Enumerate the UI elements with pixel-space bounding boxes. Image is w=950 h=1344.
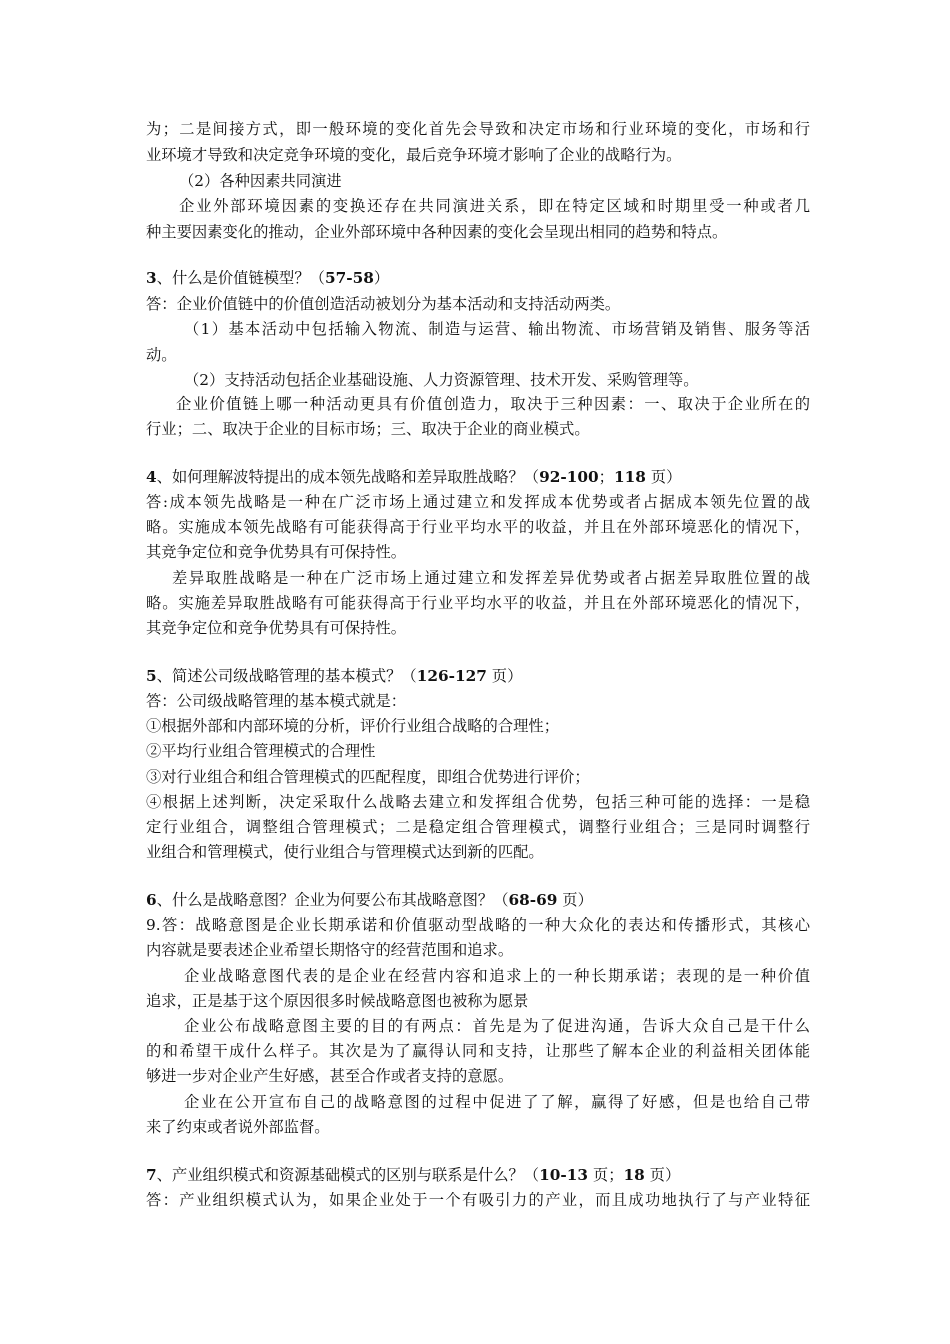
answer-line: 差异取胜战略是一种在广泛市场上通过建立和发挥差异优势或者占据差异取胜位置的战 bbox=[172, 569, 810, 587]
answer-line: ③对行业组合和组合管理模式的匹配程度，即组合优势进行评价； bbox=[146, 768, 590, 786]
question-heading: 7、产业组织模式和资源基础模式的区别与联系是什么？（10-13 页；18 页） bbox=[146, 1166, 681, 1184]
question-heading: 3、什么是价值链模型？（57-58） bbox=[146, 269, 390, 287]
answer-line: ④根据上述判断，决定采取什么战略去建立和发挥组合优势，包括三种可能的选择：一是稳 bbox=[146, 793, 810, 811]
answer-line: 追求，正是基于这个原因很多时候战略意图也被称为愿景 bbox=[146, 992, 529, 1010]
answer-line: ①根据外部和内部环境的分析，评价行业组合战略的合理性； bbox=[146, 717, 560, 735]
paragraph-line: 为；二是间接方式，即一般环境的变化首先会导致和决定市场和行业环境的变化，市场和行 bbox=[146, 120, 810, 138]
answer-line: 的和希望干成什么样子。其次是为了赢得认同和支持，让那些了解本企业的利益相关团体能 bbox=[146, 1042, 810, 1060]
answer-line: 略。实施差异取胜战略有可能获得高于行业平均水平的收益，并且在外部环境恶化的情况下， bbox=[146, 594, 810, 612]
answer-line: 定行业组合，调整组合管理模式；二是稳定组合管理模式，调整行业组合；三是同时调整行 bbox=[146, 818, 810, 836]
answer-line: 其竞争定位和竞争优势具有可保持性。 bbox=[146, 619, 407, 637]
answer-line: 略。实施成本领先战略有可能获得高于行业平均水平的收益，并且在外部环境恶化的情况下， bbox=[146, 518, 810, 536]
answer-line: 业组合和管理模式，使行业组合与管理模式达到新的匹配。 bbox=[146, 843, 544, 861]
paragraph-line: 业环境才导致和决定竞争环境的变化，最后竞争环境才影响了企业的战略行为。 bbox=[146, 146, 682, 164]
paragraph-line: 企业外部环境因素的变换还存在共同演进关系，即在特定区域和时期里受一种或者几 bbox=[179, 197, 810, 215]
answer-line: 答：公司级战略管理的基本模式就是： bbox=[146, 692, 407, 710]
answer-line: 来了约束或者说外部监督。 bbox=[146, 1118, 330, 1136]
answer-line: ②平均行业组合管理模式的合理性 bbox=[146, 742, 376, 760]
answer-line: 答：产业组织模式认为，如果企业处于一个有吸引力的产业，而且成功地执行了与产业特征 bbox=[146, 1191, 810, 1209]
answer-line: 答：企业价值链中的价值创造活动被划分为基本活动和支持活动两类。 bbox=[146, 295, 621, 313]
answer-line: 企业公布战略意图主要的目的有两点：首先是为了促进沟通，告诉大众自己是干什么 bbox=[184, 1017, 810, 1035]
answer-line: 企业战略意图代表的是企业在经营内容和追求上的一种长期承诺；表现的是一种价值 bbox=[184, 967, 810, 985]
answer-line: 企业价值链上哪一种活动更具有价值创造力，取决于三种因素：一、取决于企业所在的 bbox=[176, 395, 810, 413]
question-heading: 5、简述公司级战略管理的基本模式？（126-127 页） bbox=[146, 667, 523, 685]
answer-line: 其竞争定位和竞争优势具有可保持性。 bbox=[146, 543, 407, 561]
subheading-line: （2）各种因素共同演进 bbox=[179, 172, 342, 190]
answer-line: 够进一步对企业产生好感，甚至合作或者支持的意愿。 bbox=[146, 1067, 514, 1085]
question-heading: 6、什么是战略意图？企业为何要公布其战略意图？（68-69 页） bbox=[146, 891, 593, 909]
answer-line: 9.答：战略意图是企业长期承诺和价值驱动型战略的一种大众化的表达和传播形式，其核心 bbox=[146, 916, 810, 934]
answer-line: （2）支持活动包括企业基础设施、人力资源管理、技术开发、采购管理等。 bbox=[184, 371, 699, 389]
answer-line: 企业在公开宣布自己的战略意图的过程中促进了了解，赢得了好感，但是也给自己带 bbox=[184, 1093, 810, 1111]
answer-line: 动。 bbox=[146, 346, 177, 364]
answer-line: 行业；二、取决于企业的目标市场；三、取决于企业的商业模式。 bbox=[146, 420, 590, 438]
question-heading: 4、如何理解波特提出的成本领先战略和差异取胜战略？（92-100；118 页） bbox=[146, 468, 682, 486]
answer-line: 内容就是要表述企业希望长期恪守的经营范围和追求。 bbox=[146, 941, 514, 959]
answer-line: （1）基本活动中包括输入物流、制造与运营、输出物流、市场营销及销售、服务等活 bbox=[184, 320, 810, 338]
paragraph-line: 种主要因素变化的推动，企业外部环境中各种因素的变化会呈现出相同的趋势和特点。 bbox=[146, 223, 728, 241]
answer-line: 答:成本领先战略是一种在广泛市场上通过建立和发挥成本优势或者占据成本领先位置的战 bbox=[146, 493, 810, 511]
